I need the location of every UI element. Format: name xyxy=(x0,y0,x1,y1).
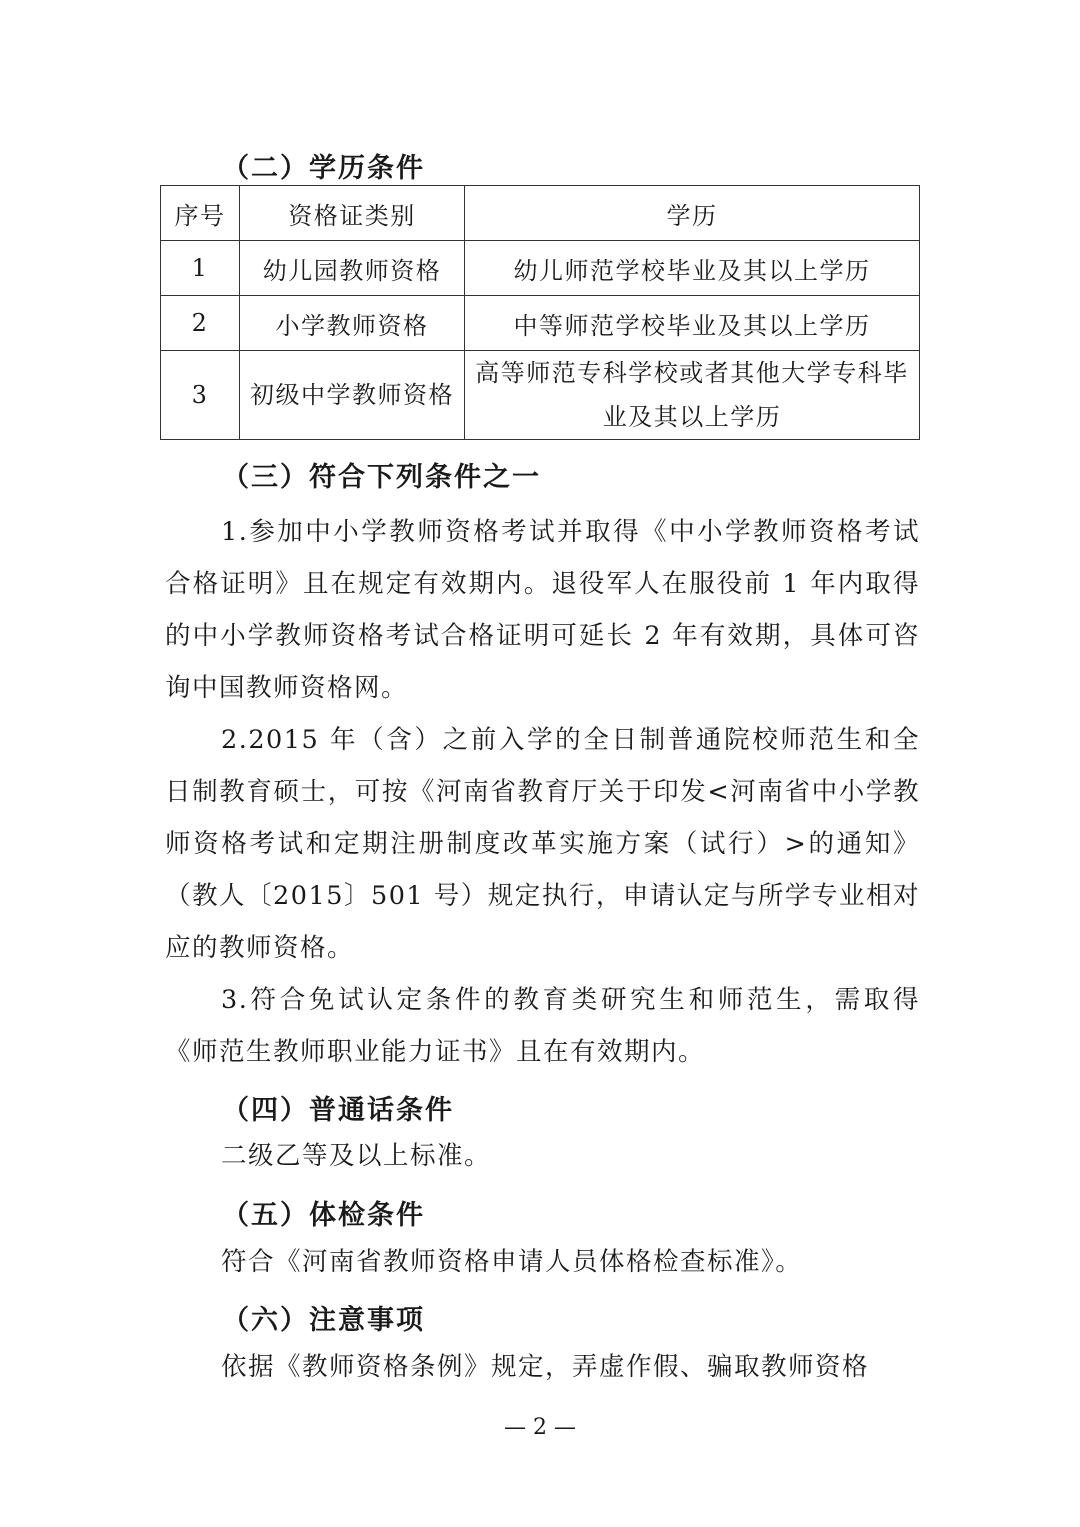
condition-item-1 xyxy=(165,506,920,714)
table-cell-education: 幼儿师范学校毕业及其以上学历 xyxy=(465,241,920,296)
table-row xyxy=(161,296,920,351)
table-row xyxy=(161,351,920,440)
table-cell-education: 高等师范专科学校或者其他大学专科毕业及其以上学历 xyxy=(465,351,920,440)
condition-item-2-text: 2.2015 年（含）之前入学的全日制普通院校师范生和全日制教育硕士，可按《河南省教育厅关于印发<河南省中小学教师资格考试和定期注册制度改革实施方案（试行）>的通知》（教人〔2015〕501 号）规定执行，申请认定与所学专业相对应的教师资格。 xyxy=(165,725,920,963)
section-heading-conditions: （三）符合下列条件之一 xyxy=(222,462,541,493)
condition-item-3 xyxy=(165,974,920,1078)
section-heading-notes: （六）注意事项 xyxy=(222,1305,425,1336)
table-cell-index: 2 xyxy=(161,296,240,351)
section-heading-education: （二）学历条件 xyxy=(222,153,425,184)
table-cell-category: 小学教师资格 xyxy=(240,296,465,351)
table-header-cell: 资格证类别 xyxy=(240,186,465,241)
table-cell-index: 1 xyxy=(161,241,240,296)
notes-text xyxy=(165,1341,920,1393)
education-requirements-table xyxy=(160,185,920,440)
table-cell-education: 中等师范学校毕业及其以上学历 xyxy=(465,296,920,351)
table-row xyxy=(161,241,920,296)
table-header-row xyxy=(161,186,920,241)
condition-item-1-text: 1.参加中小学教师资格考试并取得《中小学教师资格考试合格证明》且在规定有效期内。退役军人在服役前 1 年内取得的中小学教师资格考试合格证明可延长 2 年有效期，具体可咨询中国教师资格网。 xyxy=(165,517,920,703)
section-heading-health: （五）体检条件 xyxy=(222,1200,425,1231)
health-requirement-text: 符合《河南省教师资格申请人员体格检查标准》。 xyxy=(221,1247,803,1277)
notes-text-content: 依据《教师资格条例》规定，弄虚作假、骗取教师资格 xyxy=(221,1352,870,1382)
table-header-cell: 序号 xyxy=(161,186,240,241)
section-heading-mandarin: （四）普通话条件 xyxy=(222,1095,454,1126)
mandarin-requirement xyxy=(165,1130,920,1182)
table-cell-category: 幼儿园教师资格 xyxy=(240,241,465,296)
condition-item-3-text: 3.符合免试认定条件的教育类研究生和师范生，需取得《师范生教师职业能力证书》且在有效期内。 xyxy=(165,985,920,1067)
health-requirement xyxy=(165,1236,920,1288)
condition-item-2 xyxy=(165,714,920,974)
table-cell-category: 初级中学教师资格 xyxy=(240,351,465,440)
page-number: — 2 — xyxy=(504,1415,576,1440)
mandarin-requirement-text: 二级乙等及以上标准。 xyxy=(221,1141,492,1171)
table-cell-index: 3 xyxy=(161,351,240,440)
table-header-cell: 学历 xyxy=(465,186,920,241)
